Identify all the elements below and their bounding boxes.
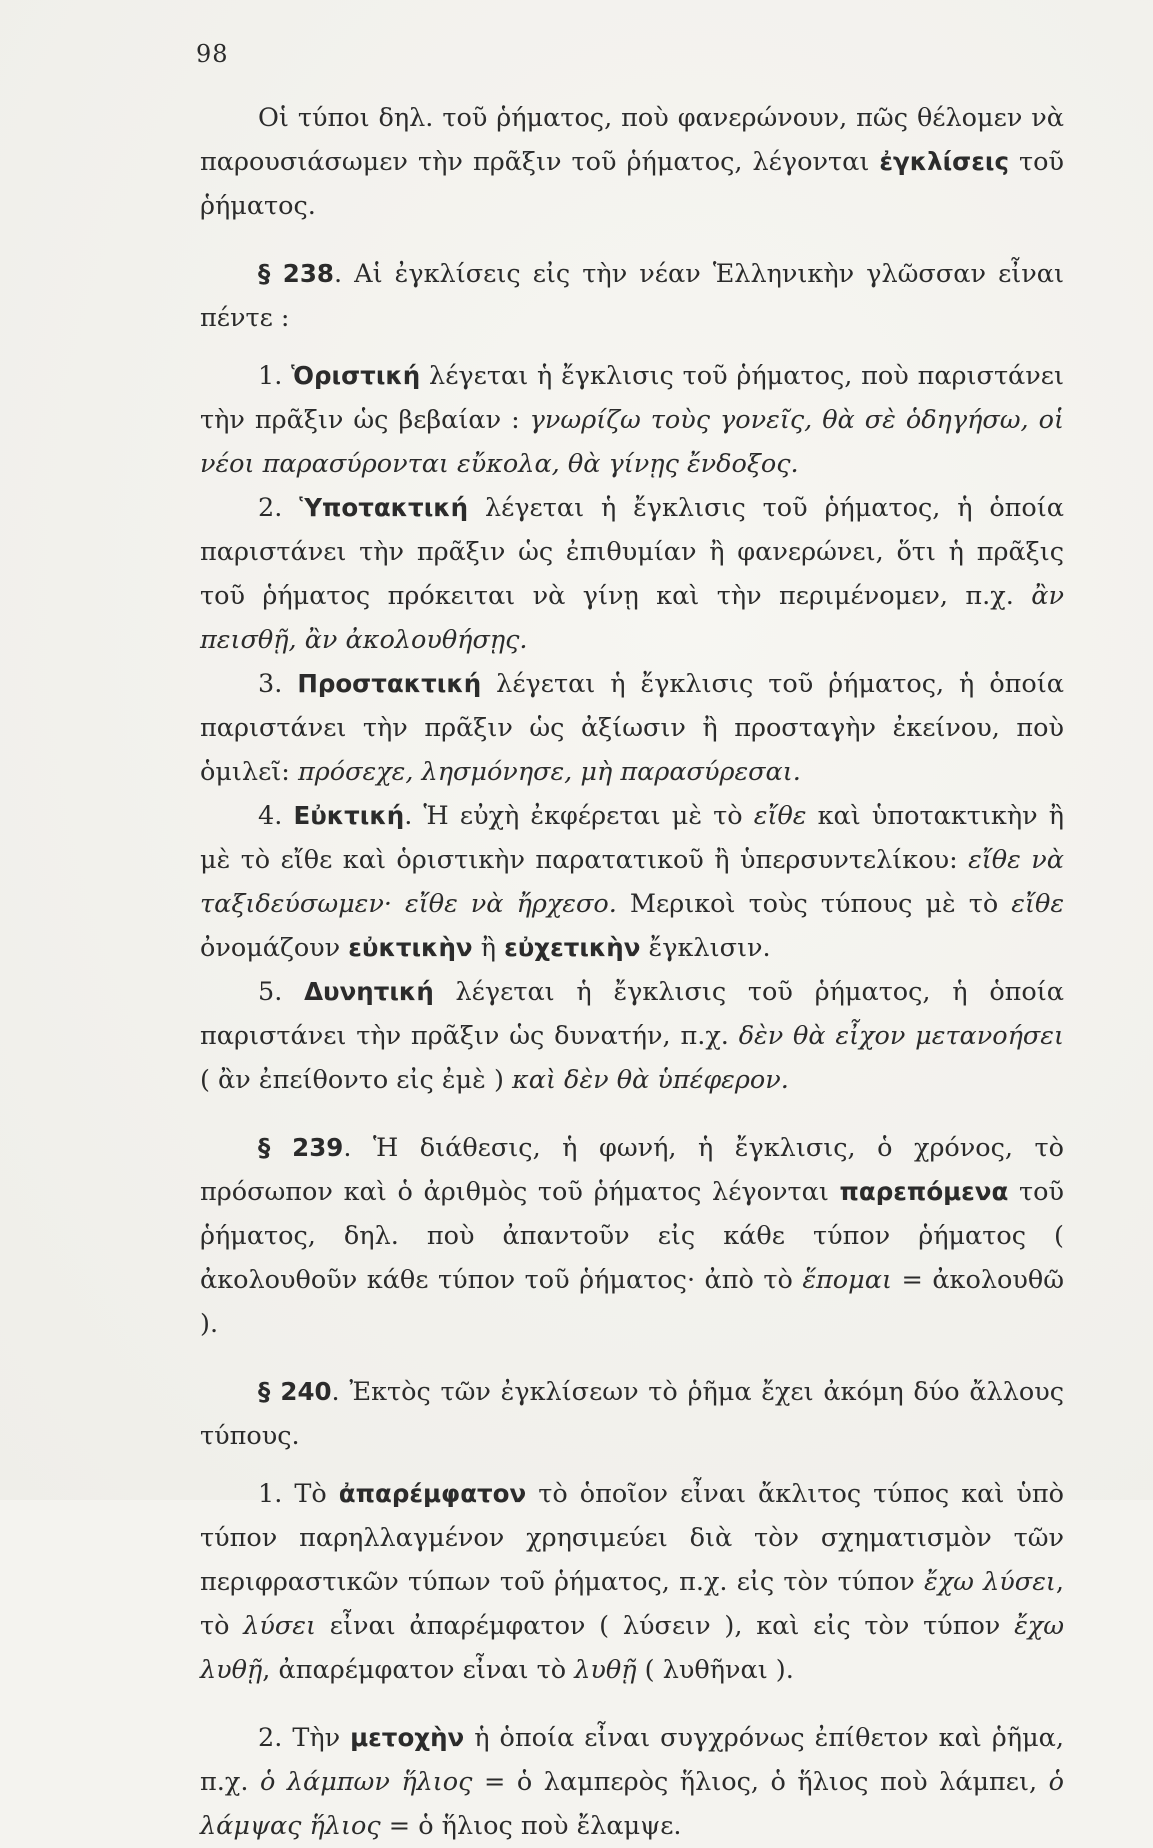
- text-run: ( λυθῆναι ).: [636, 1655, 794, 1685]
- text-run: . Ἡ διάθεσις, ἡ φωνή, ἡ ἔγκλισις, ὁ χρόνος, τὸ πρόσωπον καὶ ὁ ἀριθμὸς τοῦ ῥήματος λέγονται: [200, 1133, 1064, 1207]
- bold-term: εὐχετικὴν: [504, 933, 641, 962]
- bold-term: Δυνητική: [304, 977, 434, 1006]
- italic-example: ὁ λάμψας ἥλιος: [200, 1767, 1064, 1841]
- section-mark: § 238: [258, 259, 334, 288]
- mood-imperative: [200, 662, 1064, 794]
- italic-example: ἕπομαι: [802, 1265, 892, 1295]
- italic-example: καὶ δὲν θὰ ὑπέφερον.: [512, 1065, 789, 1095]
- text-run: . Αἱ ἐγκλίσεις εἰς τὴν νέαν Ἑλληνικὴν γλῶσσαν εἶναι πέντε :: [200, 259, 1065, 333]
- bold-term: Προστακτική: [297, 669, 482, 698]
- text-run: λέγεται ἡ ἔγκλισις τοῦ ῥήματος, ἡ ὁποία παριστάνει τὴν πρᾶξιν ὡς ἐπιθυμίαν ἢ φανερώνει, ὅτι ἡ πρᾶξις τοῦ ῥήματος πρόκειται νὰ γίνῃ καὶ τὴν περιμένομεν, π.χ.: [200, 493, 1065, 611]
- text-run: λέγεται ἡ ἔγκλισις τοῦ ῥήματος, ἡ ὁποία παριστάνει τὴν πρᾶξιν ὡς ἀξίωσιν ἢ προσταγὴν ἐκείνου, ποὺ ὁμιλεῖ:: [200, 669, 1064, 787]
- mood-indicative: [200, 354, 1064, 486]
- italic-example: λυθῇ: [574, 1655, 637, 1685]
- mood-subjunctive: [200, 486, 1064, 662]
- italic-example: δὲν θὰ εἶχον μετανοήσει: [738, 1021, 1064, 1051]
- text-run: 5.: [258, 977, 305, 1007]
- text-run: . Ἐκτὸς τῶν ἐγκλίσεων τὸ ῥῆμα ἔχει ἀκόμη δύο ἄλλους τύπους.: [200, 1377, 1065, 1451]
- italic-example: εἴθε: [753, 801, 807, 831]
- text-run: λέγεται ἡ ἔγκλισις τοῦ ῥήματος, ποὺ παριστάνει τὴν πρᾶξιν ὡς βεβαίαν :: [200, 361, 1064, 435]
- bold-term: παρεπόμενα: [839, 1177, 1009, 1206]
- text-run: 1. Τὸ: [258, 1479, 339, 1509]
- text-run: ἢ: [472, 933, 505, 963]
- italic-example: ἂν πεισθῇ, ἂν ἀκολουθήσῃς.: [200, 581, 1064, 655]
- text-run: , ἀπαρέμφατον εἶναι τὸ: [262, 1655, 575, 1685]
- bold-term: ἐγκλίσεις: [879, 147, 1009, 176]
- bold-term: εὐκτικὴν: [348, 933, 473, 962]
- italic-example: ὁ λάμπων ἥλιος: [259, 1767, 473, 1797]
- section-238: [200, 252, 1064, 340]
- participle-paragraph: [200, 1716, 1064, 1848]
- body-text: [200, 96, 1064, 1848]
- text-run: 2. Τὴν: [258, 1723, 351, 1753]
- section-mark: § 240: [258, 1377, 332, 1406]
- text-run: = ὁ ἥλιος ποὺ ἔλαμψε.: [380, 1811, 682, 1841]
- bold-term: Ὑποτακτική: [299, 493, 469, 522]
- section-240: [200, 1370, 1064, 1458]
- bold-term: μετοχὴν: [350, 1723, 465, 1752]
- text-run: ἔγκλισιν.: [640, 933, 771, 963]
- italic-example: γνωρίζω τοὺς γονεῖς, θὰ σὲ ὁδηγήσω, οἱ νέοι παρασύρονται εὔκολα, θὰ γίνῃς ἔνδοξος.: [200, 405, 1064, 479]
- section-mark: § 239: [258, 1133, 344, 1162]
- text-run: τὸ ὁποῖον εἶναι ἄκλιτος τύπος καὶ ὑπὸ τύπον παρηλλαγμένον χρησιμεύει διὰ τὸν σχηματισμὸν τῶν περιφραστικῶν τύπων τοῦ ῥήματος, π.χ. εἰς τὸν τύπον: [200, 1479, 1064, 1597]
- text-run: ὀνομάζουν: [200, 933, 349, 963]
- text-run: . Ἡ εὐχὴ ἐκφέρεται μὲ τὸ: [404, 801, 754, 831]
- text-run: 1.: [258, 361, 292, 391]
- text-run: 2.: [258, 493, 300, 523]
- text-run: ἡ ὁποία εἶναι συγχρόνως ἐπίθετον καὶ ῥῆμα, π.χ.: [200, 1723, 1064, 1797]
- italic-example: πρόσεχε, λησμόνησε, μὴ παρασύρεσαι.: [298, 757, 801, 787]
- bold-term: Εὐκτική: [293, 801, 405, 830]
- text-run: τοῦ ῥήματος.: [200, 147, 1064, 221]
- text-run: λέγεται ἡ ἔγκλισις τοῦ ῥήματος, ἡ ὁποία παριστάνει τὴν πρᾶξιν ὡς δυνατήν, π.χ.: [200, 977, 1065, 1051]
- text-run: = ἀκολουθῶ ).: [200, 1265, 1064, 1339]
- text-run: = ὁ λαμπερὸς ἥλιος, ὁ ἥλιος ποὺ λάμπει,: [472, 1767, 1049, 1797]
- page-number: 98: [196, 40, 229, 68]
- italic-example: ἔχω λύσει: [924, 1567, 1056, 1597]
- infinitive-paragraph: [200, 1472, 1064, 1692]
- text-run: Μερικοὶ τοὺς τύπους μὲ τὸ: [616, 889, 1012, 919]
- italic-example: ἔχω λυθῇ: [200, 1611, 1064, 1685]
- text-run: , τὸ: [200, 1567, 1064, 1641]
- mood-optative: [200, 794, 1064, 970]
- text-run: Οἱ τύποι δηλ. τοῦ ῥήματος, ποὺ φανερώνουν, πῶς θέλομεν νὰ παρουσιάσωμεν τὴν πρᾶξιν τοῦ ῥήματος, λέγονται: [200, 103, 1064, 177]
- text-run: 3.: [258, 669, 298, 699]
- text-run: καὶ ὑποτακτικὴν ἢ μὲ τὸ εἴθε καὶ ὁριστικὴν παρατατικοῦ ἢ ὑπερσυντελίκου:: [200, 801, 1065, 875]
- italic-example: εἴθε: [1011, 889, 1064, 919]
- paragraph-intro: [200, 96, 1064, 228]
- section-239: [200, 1126, 1064, 1346]
- italic-example: εἴθε νὰ ταξιδεύσωμεν· εἴθε νὰ ἤρχεσο.: [200, 845, 1064, 919]
- text-run: ( ἂν ἐπείθοντο εἰς ἐμὲ ): [200, 1065, 513, 1095]
- bold-term: ἀπαρέμφατον: [338, 1479, 527, 1508]
- bold-term: Ὁριστική: [291, 361, 421, 390]
- text-run: 4.: [258, 801, 294, 831]
- text-run: τοῦ ῥήματος, δηλ. ποὺ ἀπαντοῦν εἰς κάθε τύπον ῥήματος ( ἀκολουθοῦν κάθε τύπον τοῦ ῥήματος· ἀπὸ τὸ: [200, 1177, 1064, 1295]
- mood-potential: [200, 970, 1064, 1102]
- italic-example: λύσει: [243, 1611, 316, 1641]
- text-run: εἶναι ἀπαρέμφατον ( λύσειν ), καὶ εἰς τὸν τύπον: [315, 1611, 1015, 1641]
